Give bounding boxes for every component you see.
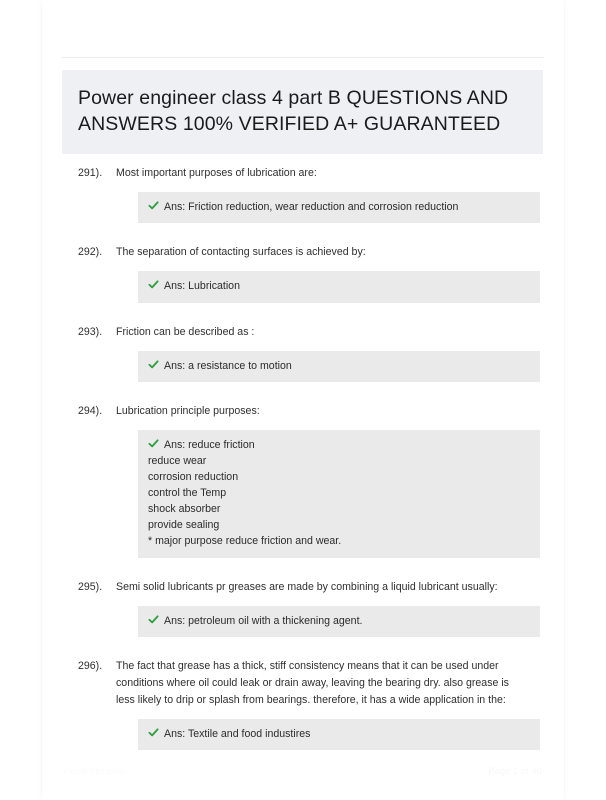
question-text: Friction can be described as : (116, 325, 255, 338)
question-number: 291). (78, 167, 103, 179)
document-page (42, 0, 564, 800)
answer-box (138, 606, 540, 637)
check-icon (148, 279, 159, 290)
check-icon (148, 438, 159, 449)
document-title-banner (62, 70, 543, 154)
question-row (62, 572, 544, 596)
question-text: The fact that grease has a thick, stiff consistency means that it can be used under conditions where oil could leak or drain away, leaving the bearing dry. also grease is less likely to drip or splash from bearings. therefore, it has a wide application in the: (116, 659, 509, 707)
qa-block (62, 396, 544, 558)
site-watermark: PaperStic.com (64, 766, 126, 776)
qa-block (62, 237, 544, 302)
questions-list (62, 158, 544, 764)
answer-extra-line: control the Temp (148, 487, 227, 500)
answer-first-line (148, 613, 530, 629)
answer-text: Ans: Lubrication (164, 280, 240, 293)
page-number: Page 1 of 40 (488, 766, 542, 776)
question-row (62, 237, 544, 261)
question-row (62, 158, 544, 182)
question-text: Lubrication principle purposes: (116, 404, 260, 417)
question-text: The separation of contacting surfaces is achieved by: (116, 246, 366, 259)
answer-box (138, 719, 540, 750)
answer-extra-line: * major purpose reduce friction and wear. (148, 535, 342, 548)
answer-box (138, 351, 540, 382)
question-number: 296). (78, 659, 103, 672)
qa-block (62, 158, 544, 223)
question-row (62, 651, 544, 709)
answer-extra-line: provide sealing (148, 519, 220, 532)
answer-extra-line: shock absorber (148, 503, 221, 516)
answer-text: Ans: Friction reduction, wear reduction and corrosion reduction (164, 201, 459, 214)
answer-extra-line: corrosion reduction (148, 471, 239, 484)
answer-box (138, 271, 540, 302)
qa-block (62, 651, 544, 751)
answer-box (138, 430, 540, 558)
question-number: 292). (78, 246, 103, 259)
qa-block (62, 317, 544, 382)
question-row (62, 396, 544, 420)
check-icon (148, 200, 159, 211)
answer-box (138, 192, 540, 223)
answer-first-line (148, 726, 530, 742)
answer-text: Ans: Textile and food industires (164, 728, 311, 741)
answer-text: Ans: reduce friction (164, 438, 255, 451)
answer-first-line (148, 437, 530, 453)
answer-first-line (148, 199, 530, 215)
page-title: Power engineer class 4 part B QUESTIONS AND ANSWERS 100% VERIFIED A+ GUARANTEED (78, 87, 509, 135)
check-icon (148, 359, 159, 370)
answer-first-line (148, 358, 530, 374)
header-divider (62, 57, 544, 58)
question-row (62, 317, 544, 341)
question-text: Most important purposes of lubrication are: (116, 167, 317, 179)
question-number: 295). (78, 580, 103, 593)
answer-text: Ans: a resistance to motion (164, 359, 292, 372)
page-footer (62, 766, 544, 776)
answer-extra-line: reduce wear (148, 455, 207, 467)
question-text: Semi solid lubricants pr greases are made by combining a liquid lubricant usually: (116, 580, 498, 593)
check-icon (148, 727, 159, 738)
qa-block (62, 572, 544, 637)
answer-first-line (148, 278, 530, 294)
check-icon (148, 614, 159, 625)
question-number: 294). (78, 404, 103, 417)
question-number: 293). (78, 325, 103, 338)
answer-text: Ans: petroleum oil with a thickening agent. (164, 614, 363, 627)
